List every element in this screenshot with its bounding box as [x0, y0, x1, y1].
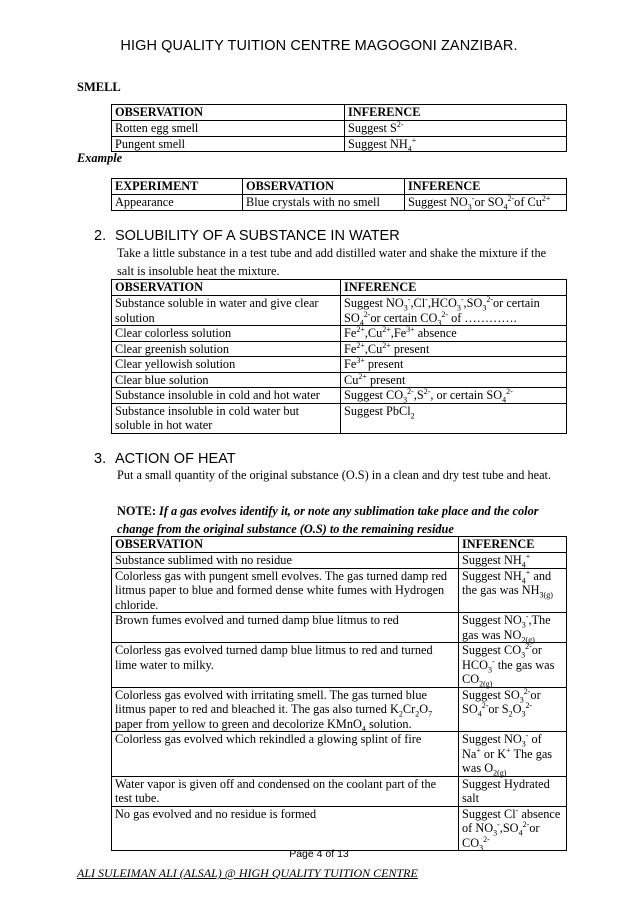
observation-cell: No gas evolved and no residue is formed: [112, 806, 459, 851]
note-label: NOTE: [117, 504, 152, 518]
table-row: [112, 372, 567, 388]
column-header: OBSERVATION: [112, 537, 459, 553]
observation-cell: Rotten egg smell: [112, 121, 345, 137]
inference-cell: $Fe^{2+},Cu^{2+}$ present: [341, 341, 567, 357]
observation-cell: Clear yellowish solution: [112, 357, 341, 373]
table-row: [112, 326, 567, 342]
footer-credit: ALI SULEIMAN ALI (ALSAL) @ HIGH QUALITY TUITION CENTRE: [77, 866, 418, 880]
table-header-row: [112, 280, 567, 296]
column-header: OBSERVATION: [112, 280, 341, 296]
table-row: [112, 687, 567, 732]
inference-cell: Suggest $S^{2-}$: [345, 121, 567, 137]
inference-cell: Suggest Cl- absence of $NO_3^-,SO_4^{2-}or$ $CO_3^{2-}$: [459, 806, 567, 851]
observation-cell: Brown fumes evolved and turned damp blue litmus to red: [112, 613, 459, 643]
inference-cell: $Cu^{2+}$ present: [341, 372, 567, 388]
table-row: [112, 643, 567, 688]
table-row: [112, 568, 567, 613]
table-row: [112, 136, 567, 152]
table-row: [112, 121, 567, 137]
page-header-title: HIGH QUALITY TUITION CENTRE MAGOGONI ZANZIBAR.: [120, 38, 518, 54]
solubility-table: [111, 279, 567, 434]
inference-cell: Suggest $NO_3^-,The$ gas was $NO_{2(g)}$: [459, 613, 567, 643]
observation-cell: Substance insoluble in cold water but soluble in hot water: [112, 403, 341, 433]
smell-heading: SMELL: [77, 80, 121, 94]
smell-table: [111, 104, 567, 152]
table-header-row: [112, 105, 567, 121]
table-row: [112, 403, 567, 433]
inference-cell: Suggest $SO_3^{2-}or$ $SO_4^{2-}or$ $S_2O_3^{2-}$: [459, 687, 567, 732]
inference-cell: Suggest $NO_3^-or$ $SO_4^{2-}of$ $Cu^{2+}$: [405, 195, 567, 211]
table-row: [112, 776, 567, 806]
section-2-intro: Take a little substance in a test tube and add distilled water and shake the mixture if the salt is insoluble heat the mixture.: [117, 246, 547, 278]
section-3-heading: [94, 451, 236, 467]
section-title: SOLUBILITY OF A SUBSTANCE IN WATER: [115, 228, 400, 244]
inference-cell: Suggest $CO_3^{2-},S^{2-}$, or certain $SO_4^{2-}$: [341, 388, 567, 404]
table-header-row: [112, 179, 567, 195]
observation-cell: Clear blue solution: [112, 372, 341, 388]
section-number: 2.: [94, 228, 107, 244]
table-row: [112, 613, 567, 643]
observation-cell: Water vapor is given off and condensed on the coolant part of the test tube.: [112, 776, 459, 806]
table-row: [112, 553, 567, 569]
table-row: [112, 341, 567, 357]
table-row: [112, 296, 567, 326]
inference-cell: Suggest $NO_3^-,Cl^-,HCO_3^-,SO_3^{2-}or$ certain $SO_4^{2-}or$ certain $CO_3^{2-}$ of ………….: [341, 296, 567, 326]
table-row: [112, 195, 567, 211]
section-title: ACTION OF HEAT: [115, 451, 236, 467]
inference-cell: Suggest $CO_3^{2-}or$ $HCO_3^-$ the gas was $CO_{2(g)}$: [459, 643, 567, 688]
table-row: [112, 806, 567, 851]
inference-cell: $Fe^{2+},Cu^{2+},Fe^{3+}$ absence: [341, 326, 567, 342]
column-header: INFERENCE: [345, 105, 567, 121]
section-number: 3.: [94, 451, 107, 467]
inference-cell: Suggest $NH_4^+$: [345, 136, 567, 152]
inference-cell: $Fe^{3+}$ present: [341, 357, 567, 373]
observation-cell: Clear greenish solution: [112, 341, 341, 357]
action-of-heat-table: [111, 536, 567, 851]
table-row: [112, 732, 567, 777]
section-2-heading: [94, 228, 400, 244]
table-row: [112, 388, 567, 404]
observation-cell: Colorless gas evolved which rekindled a glowing splint of fire: [112, 732, 459, 777]
section-3-intro: Put a small quantity of the original substance (O.S) in a clean and dry test tube and heat.: [117, 468, 552, 482]
column-header: OBSERVATION: [112, 105, 345, 121]
note-text: If a gas evolves identify it, or note any sublimation take place and the color change from the original substance (O.S) to the remaining residue: [117, 504, 539, 536]
observation-cell: Clear colorless solution: [112, 326, 341, 342]
inference-cell: Suggest $NH_4^+$: [459, 553, 567, 569]
experiment-cell: Appearance: [112, 195, 243, 211]
inference-cell: Suggest Hydrated salt: [459, 776, 567, 806]
section-3-note: NOTE: If a gas evolves identify it, or note any sublimation take place and the color change from the original substance (O.S) to the remaining residue: [117, 504, 539, 536]
inference-cell: Suggest $NO_3^-$ of Na+ or K+ The gas was $O_{2(g)}$: [459, 732, 567, 777]
column-header: INFERENCE: [459, 537, 567, 553]
observation-cell: Colorless gas evolved turned damp blue litmus to red and turned lime water to milky.: [112, 643, 459, 688]
column-header: INFERENCE: [341, 280, 567, 296]
column-header: OBSERVATION: [243, 179, 405, 195]
column-header: INFERENCE: [405, 179, 567, 195]
page-number: Page 4 of 13: [289, 848, 349, 860]
column-header: EXPERIMENT: [112, 179, 243, 195]
table-row: [112, 357, 567, 373]
example-table: [111, 178, 567, 211]
table-header-row: [112, 537, 567, 553]
observation-cell: Substance insoluble in cold and hot water: [112, 388, 341, 404]
inference-cell: Suggest $NH_4^+$ and the gas was $NH_{3(g)}$: [459, 568, 567, 613]
observation-cell: Colorless gas with pungent smell evolves. The gas turned damp red litmus paper to blue and formed dense white fumes with Hydrogen chloride.: [112, 568, 459, 613]
inference-cell: Suggest PbCl$_2$: [341, 403, 567, 433]
observation-cell: Colorless gas evolved with irritating smell. The gas turned blue litmus paper to red and bleached it. The gas also turned $K_2Cr_2O_7$ paper from yellow to green and decolorize KMnO$_4$ solution.: [112, 687, 459, 732]
observation-cell: Substance soluble in water and give clear solution: [112, 296, 341, 326]
example-label: Example: [77, 151, 123, 165]
observation-cell: Pungent smell: [112, 136, 345, 152]
observation-cell: Substance sublimed with no residue: [112, 553, 459, 569]
observation-cell: Blue crystals with no smell: [243, 195, 405, 211]
